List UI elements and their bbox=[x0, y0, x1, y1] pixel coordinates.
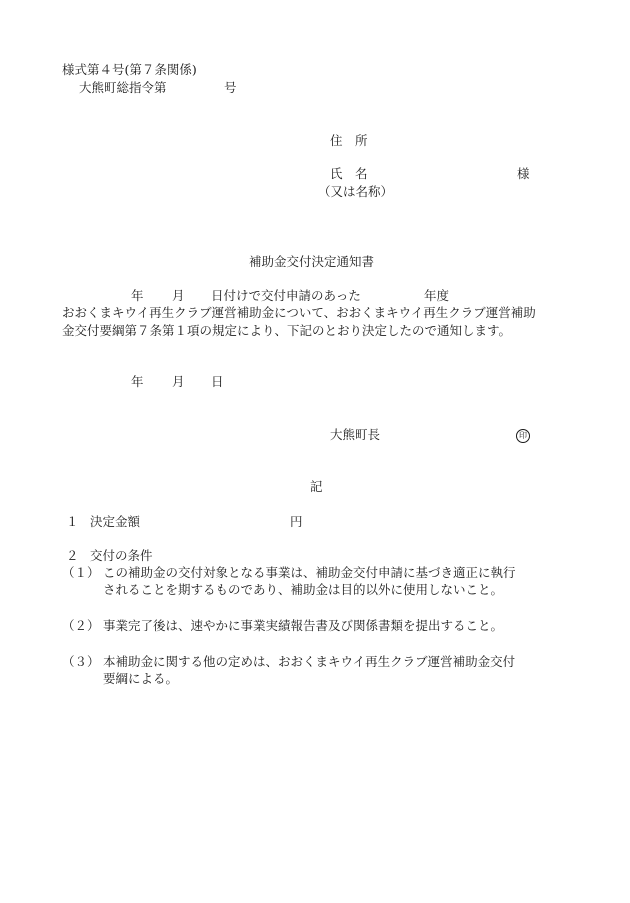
condition-1-number: （１） bbox=[62, 565, 100, 580]
condition-1-line-2: されることを期するものであり、補助金は目的以外に使用しないこと。 bbox=[103, 582, 504, 597]
body-month-label: 月 bbox=[172, 288, 185, 303]
document-number-prefix: 大熊町総指令第 bbox=[79, 80, 167, 95]
document-number-suffix: 号 bbox=[224, 80, 237, 95]
body-line-2: おおくまキウイ再生クラブ運営補助金について、おおくまキウイ再生クラブ運営補助 bbox=[62, 305, 536, 320]
document-title: 補助金交付決定通知書 bbox=[249, 254, 375, 269]
body-year-label: 年 bbox=[131, 288, 144, 303]
condition-2-number: （２） bbox=[62, 618, 100, 633]
date-year: 年 bbox=[131, 374, 144, 389]
condition-3-line-1: 本補助金に関する他の定めは、おおくまキウイ再生クラブ運営補助金交付 bbox=[103, 654, 516, 669]
seal-label: 印 bbox=[516, 429, 530, 443]
item1-unit: 円 bbox=[290, 514, 303, 529]
condition-3-line-2: 要綱による。 bbox=[103, 671, 179, 686]
ki-heading: 記 bbox=[310, 479, 323, 494]
form-number: 様式第４号(第７条関係) bbox=[62, 62, 197, 77]
body-day-label: 日付けで交付申請のあった bbox=[211, 288, 361, 303]
sender-title: 大熊町長 bbox=[330, 427, 381, 442]
item1-label: 決定金額 bbox=[90, 514, 141, 529]
honorific: 様 bbox=[517, 166, 530, 181]
condition-3-number: （３） bbox=[62, 654, 100, 669]
item1-number: １ bbox=[66, 514, 79, 529]
condition-2-line-1: 事業完了後は、速やかに事業実績報告書及び関係書類を提出すること。 bbox=[103, 618, 504, 633]
condition-1-line-1: この補助金の交付対象となる事業は、補助金交付申請に基づき適正に執行 bbox=[103, 565, 516, 580]
date-month: 月 bbox=[172, 374, 185, 389]
body-line-3: 金交付要綱第７条第１項の規定により、下記のとおり決定したので通知します。 bbox=[62, 323, 512, 338]
name-label: 氏 名 bbox=[330, 166, 368, 181]
item2-label: 交付の条件 bbox=[90, 548, 153, 563]
body-fiscal-year-label: 年度 bbox=[424, 288, 450, 303]
date-day: 日 bbox=[211, 374, 224, 389]
item2-number: ２ bbox=[66, 548, 79, 563]
name-note: （又は名称） bbox=[318, 184, 394, 199]
seal-mark bbox=[516, 428, 530, 443]
address-label: 住 所 bbox=[330, 133, 368, 148]
